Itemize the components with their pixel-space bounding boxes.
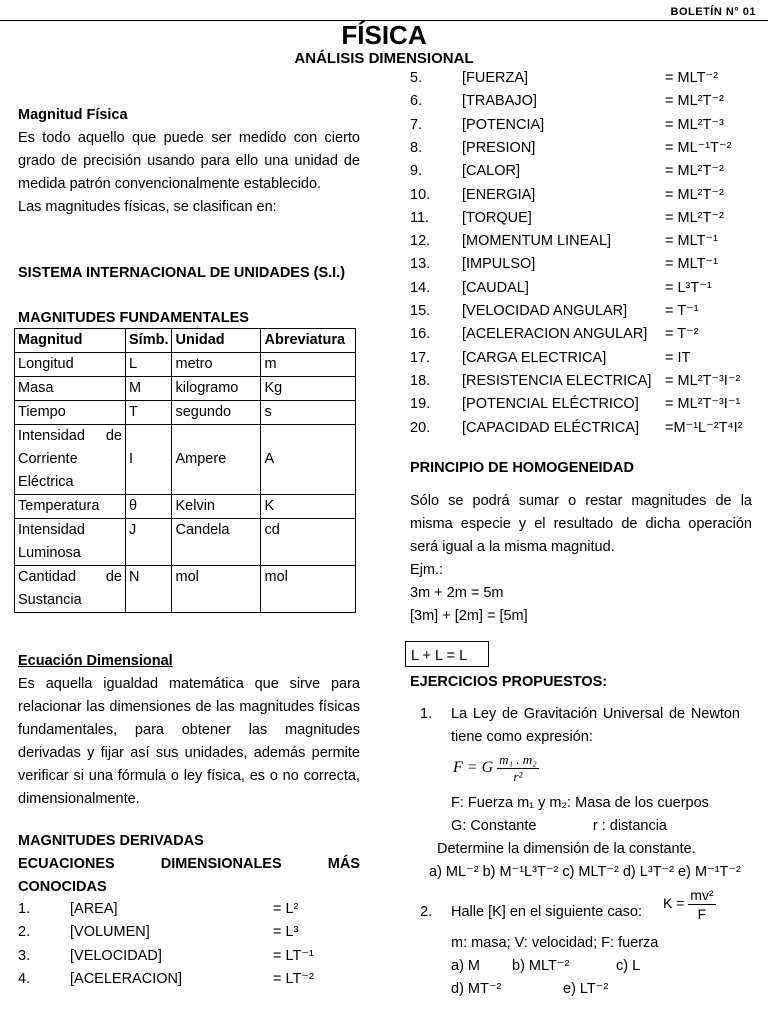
formula-row	[410, 417, 760, 440]
table-cell: θ	[126, 495, 172, 519]
table-cell: K	[261, 495, 356, 519]
table-cell: Masa	[15, 377, 126, 401]
principio-title: PRINCIPIO DE HOMOGENEIDAD	[410, 460, 634, 476]
formula-number: 3.	[18, 947, 31, 964]
formula-number: 16.	[410, 326, 431, 343]
principio-section	[410, 490, 752, 628]
formula-equation: = ML²T⁻²	[665, 209, 724, 226]
formula-magnitude: [ACELERACION]	[70, 970, 182, 987]
exercise-1-formula	[453, 752, 539, 785]
table-row	[15, 353, 356, 377]
exercise-2-option-b: b) MLT⁻²	[512, 958, 570, 974]
formula-equation: = L³	[273, 924, 299, 941]
table-cell: Ampere	[172, 425, 261, 495]
table-cell: Intensidad de Corriente Eléctrica	[15, 425, 126, 495]
formula-magnitude: [POTENCIAL ELÉCTRICO]	[462, 396, 639, 413]
formula-magnitude: [FUERZA]	[462, 70, 529, 86]
formula-equation: = L²	[273, 901, 299, 917]
formula-number: 13.	[410, 256, 431, 273]
ejercicios-title: EJERCICIOS PROPUESTOS:	[410, 674, 608, 690]
formula-number: 9.	[410, 163, 423, 180]
exercise-1-text: La Ley de Gravitación Universal de Newton tiene como expresión:	[451, 706, 740, 745]
exercise-2-option-e: e) LT⁻²	[563, 981, 609, 997]
formula-magnitude: [POTENCIA]	[462, 116, 545, 133]
formula-magnitude: [VELOCIDAD]	[70, 947, 162, 964]
table-cell: s	[261, 401, 356, 425]
page-subtitle: ANÁLISIS DIMENSIONAL	[294, 50, 474, 67]
table-cell: A	[261, 425, 356, 495]
formula-row	[18, 921, 368, 944]
formula-magnitude: [PRESION]	[462, 139, 536, 156]
exercise-2-vars: m: masa; V: velocidad; F: fuerza	[451, 935, 659, 951]
formula-equation: = MLT⁻¹	[665, 233, 718, 250]
formula-lhs: K =	[663, 895, 685, 912]
derivadas-subtitle: ECUACIONES DIMENSIONALES MÁS CONOCIDAS	[18, 856, 360, 895]
table-cell: Cantidad de Sustancia	[15, 566, 126, 613]
formula-row	[410, 253, 760, 276]
formula-magnitude: [CAUDAL]	[462, 279, 529, 296]
formula-number: 10.	[410, 186, 431, 203]
formula-row	[410, 67, 760, 90]
magnitud-title: Magnitud Física	[18, 107, 128, 123]
formula-number: 5.	[410, 70, 423, 86]
table-row	[15, 377, 356, 401]
formula-row	[18, 945, 368, 968]
derivadas-title: MAGNITUDES DERIVADAS	[18, 833, 204, 849]
formula-magnitude: [ENERGIA]	[462, 186, 536, 203]
table-cell: L	[126, 353, 172, 377]
table-cell: Kg	[261, 377, 356, 401]
formula-lhs: F = G	[453, 759, 494, 777]
formula-number: 1.	[18, 901, 31, 917]
example-2: [3m] + [2m] = [5m]	[410, 608, 528, 624]
formula-row	[410, 347, 760, 370]
exercise-2-text: Halle [K] en el siguiente caso:	[451, 904, 643, 920]
formula-row	[410, 207, 760, 230]
formula-number: 19.	[410, 396, 431, 413]
units-table	[14, 328, 356, 613]
formula-magnitude: [IMPULSO]	[462, 256, 536, 273]
formula-number: 6.	[410, 93, 423, 110]
formula-equation: = LT⁻¹	[273, 947, 314, 964]
formula-number: 4.	[18, 970, 31, 987]
formula-number: 20.	[410, 419, 431, 436]
formula-row	[410, 300, 760, 323]
table-row	[15, 425, 356, 495]
table-cell: Temperatura	[15, 495, 126, 519]
exercise-2-option-d: d) MT⁻²	[451, 981, 502, 997]
table-cell: N	[126, 566, 172, 613]
formula-equation: = ML⁻¹T⁻²	[665, 139, 732, 156]
table-row	[15, 495, 356, 519]
exercise-1-question: Determine la dimensión de la constante.	[437, 841, 696, 857]
formula-row	[410, 393, 760, 416]
example-1: 3m + 2m = 5m	[410, 585, 504, 601]
table-cell: J	[126, 519, 172, 566]
derivadas-section	[18, 830, 360, 899]
formula-number: 17.	[410, 349, 431, 366]
table-cell: Candela	[172, 519, 261, 566]
formula-equation: = L³T⁻¹	[665, 279, 712, 296]
example-label: Ejm.:	[410, 562, 444, 578]
formula-number: 15.	[410, 303, 431, 319]
formula-equation: = ML²T⁻³	[665, 116, 724, 133]
si-title: SISTEMA INTERNACIONAL DE UNIDADES (S.I.)	[18, 265, 346, 281]
formula-fraction	[688, 886, 715, 923]
formula-row	[410, 370, 760, 393]
bulletin-number: BOLETÍN N° 01	[670, 6, 756, 18]
table-row	[15, 519, 356, 566]
fraction-numerator: m₁ . m₂	[499, 752, 537, 767]
formula-equation: = ML²T⁻²	[665, 93, 724, 110]
formula-equation: = MLT⁻²	[665, 70, 718, 86]
formula-equation: = MLT⁻¹	[665, 256, 718, 273]
formula-magnitude: [CARGA ELECTRICA]	[462, 349, 607, 366]
principio-text: Sólo se podrá sumar o restar magnitudes de la misma especie y el resultado de dicha operación será igual a la misma magnitud.	[410, 493, 752, 555]
boxed-example-text: L + L = L	[411, 648, 468, 664]
formula-magnitude: [AREA]	[70, 901, 118, 917]
exercise-1-options: a) ML⁻² b) M⁻¹L³T⁻² c) MLT⁻² d) L³T⁻² e) M⁻¹T⁻²	[429, 864, 741, 880]
formula-row	[410, 323, 760, 346]
magnitud-section	[18, 104, 360, 219]
formula-magnitude: [TRABAJO]	[462, 93, 537, 110]
table-cell: cd	[261, 519, 356, 566]
table-cell: M	[126, 377, 172, 401]
formula-equation: = ML²T⁻³I⁻¹	[665, 396, 741, 413]
table-header-row	[15, 329, 356, 353]
table-row	[15, 401, 356, 425]
fraction-denominator: F	[697, 906, 707, 922]
table-cell: Longitud	[15, 353, 126, 377]
formula-row	[410, 114, 760, 137]
page-title: FÍSICA	[341, 20, 427, 50]
formula-number: 14.	[410, 279, 431, 296]
exercise-2-option-c: c) L	[616, 958, 641, 974]
table-cell: m	[261, 353, 356, 377]
table-cell: mol	[261, 566, 356, 613]
formula-number: 7.	[410, 116, 423, 133]
table-header: Abreviatura	[261, 329, 356, 353]
formula-equation: = ML²T⁻²	[665, 163, 724, 180]
table-header: Magnitud	[15, 329, 126, 353]
formula-row	[410, 160, 760, 183]
exercise-2-formula	[663, 886, 716, 923]
table-cell: Kelvin	[172, 495, 261, 519]
table-cell: segundo	[172, 401, 261, 425]
formula-row	[410, 90, 760, 113]
boxed-example	[405, 641, 489, 667]
formula-equation: = T⁻¹	[665, 303, 699, 319]
formula-equation: = LT⁻²	[273, 970, 314, 987]
ecuacion-title: Ecuación Dimensional	[18, 653, 173, 669]
table-cell: kilogramo	[172, 377, 261, 401]
formula-fraction	[497, 752, 539, 785]
formula-row	[410, 184, 760, 207]
exercise-1-vars-2: G: Constante r : distancia	[451, 818, 667, 834]
fraction-denominator: r²	[513, 769, 523, 784]
fund-title: MAGNITUDES FUNDAMENTALES	[18, 310, 249, 326]
formula-magnitude: [CAPACIDAD ELÉCTRICA]	[462, 419, 639, 436]
exercise-2-number: 2.	[420, 904, 433, 920]
table-cell: Tiempo	[15, 401, 126, 425]
ecuacion-section	[18, 650, 360, 811]
formula-magnitude: [ACELERACION ANGULAR]	[462, 326, 648, 343]
formula-number: 11.	[410, 209, 430, 226]
table-row	[15, 566, 356, 613]
ecuacion-text: Es aquella igualdad matemática que sirve para relacionar las dimensiones de las magnitudes físicas fundamentales, para obtener las magnitudes derivadas y fijar así sus unidades, además permite verificar si una fórmula o ley física, es o no correcta, dimensionalmente.	[18, 676, 360, 807]
magnitud-text: Es todo aquello que puede ser medido con cierto grado de precisión usando para ello una unidad de medida patrón convencionalmente establecido.	[18, 130, 360, 192]
formula-row	[410, 277, 760, 300]
formula-magnitude: [RESISTENCIA ELECTRICA]	[462, 372, 652, 389]
formula-equation: = IT	[665, 349, 691, 366]
formula-number: 2.	[18, 924, 31, 941]
fraction-numerator: mv²	[690, 887, 714, 903]
exercise-1-vars-1: F: Fuerza m₁ y m₂: Masa de los cuerpos	[451, 795, 709, 811]
table-cell: mol	[172, 566, 261, 613]
exercise-2-option-a: a) M	[451, 958, 480, 974]
formula-equation: = ML²T⁻³I⁻²	[665, 372, 741, 389]
table-cell: metro	[172, 353, 261, 377]
clasif-text: Las magnitudes físicas, se clasifican en:	[18, 199, 277, 215]
formula-equation: =M⁻¹L⁻²T⁴I²	[665, 419, 743, 436]
table-cell: T	[126, 401, 172, 425]
formula-magnitude: [TORQUE]	[462, 209, 532, 226]
formula-magnitude: [VOLUMEN]	[70, 924, 150, 941]
formula-row	[410, 230, 760, 253]
formula-row	[410, 137, 760, 160]
formula-equation: = T⁻²	[665, 326, 699, 343]
formula-magnitude: [CALOR]	[462, 163, 521, 180]
formula-number: 8.	[410, 139, 423, 156]
formula-number: 18.	[410, 372, 431, 389]
formula-equation: = ML²T⁻²	[665, 186, 724, 203]
formula-number: 12.	[410, 233, 431, 250]
table-cell: I	[126, 425, 172, 495]
formula-row	[18, 898, 368, 921]
formula-row	[18, 968, 368, 991]
exercise-1-number: 1.	[420, 706, 433, 722]
formula-magnitude: [VELOCIDAD ANGULAR]	[462, 303, 628, 319]
table-header: Unidad	[172, 329, 261, 353]
formula-magnitude: [MOMENTUM LINEAL]	[462, 233, 612, 250]
table-header: Símb.	[126, 329, 172, 353]
table-cell: Intensidad Luminosa	[15, 519, 126, 566]
